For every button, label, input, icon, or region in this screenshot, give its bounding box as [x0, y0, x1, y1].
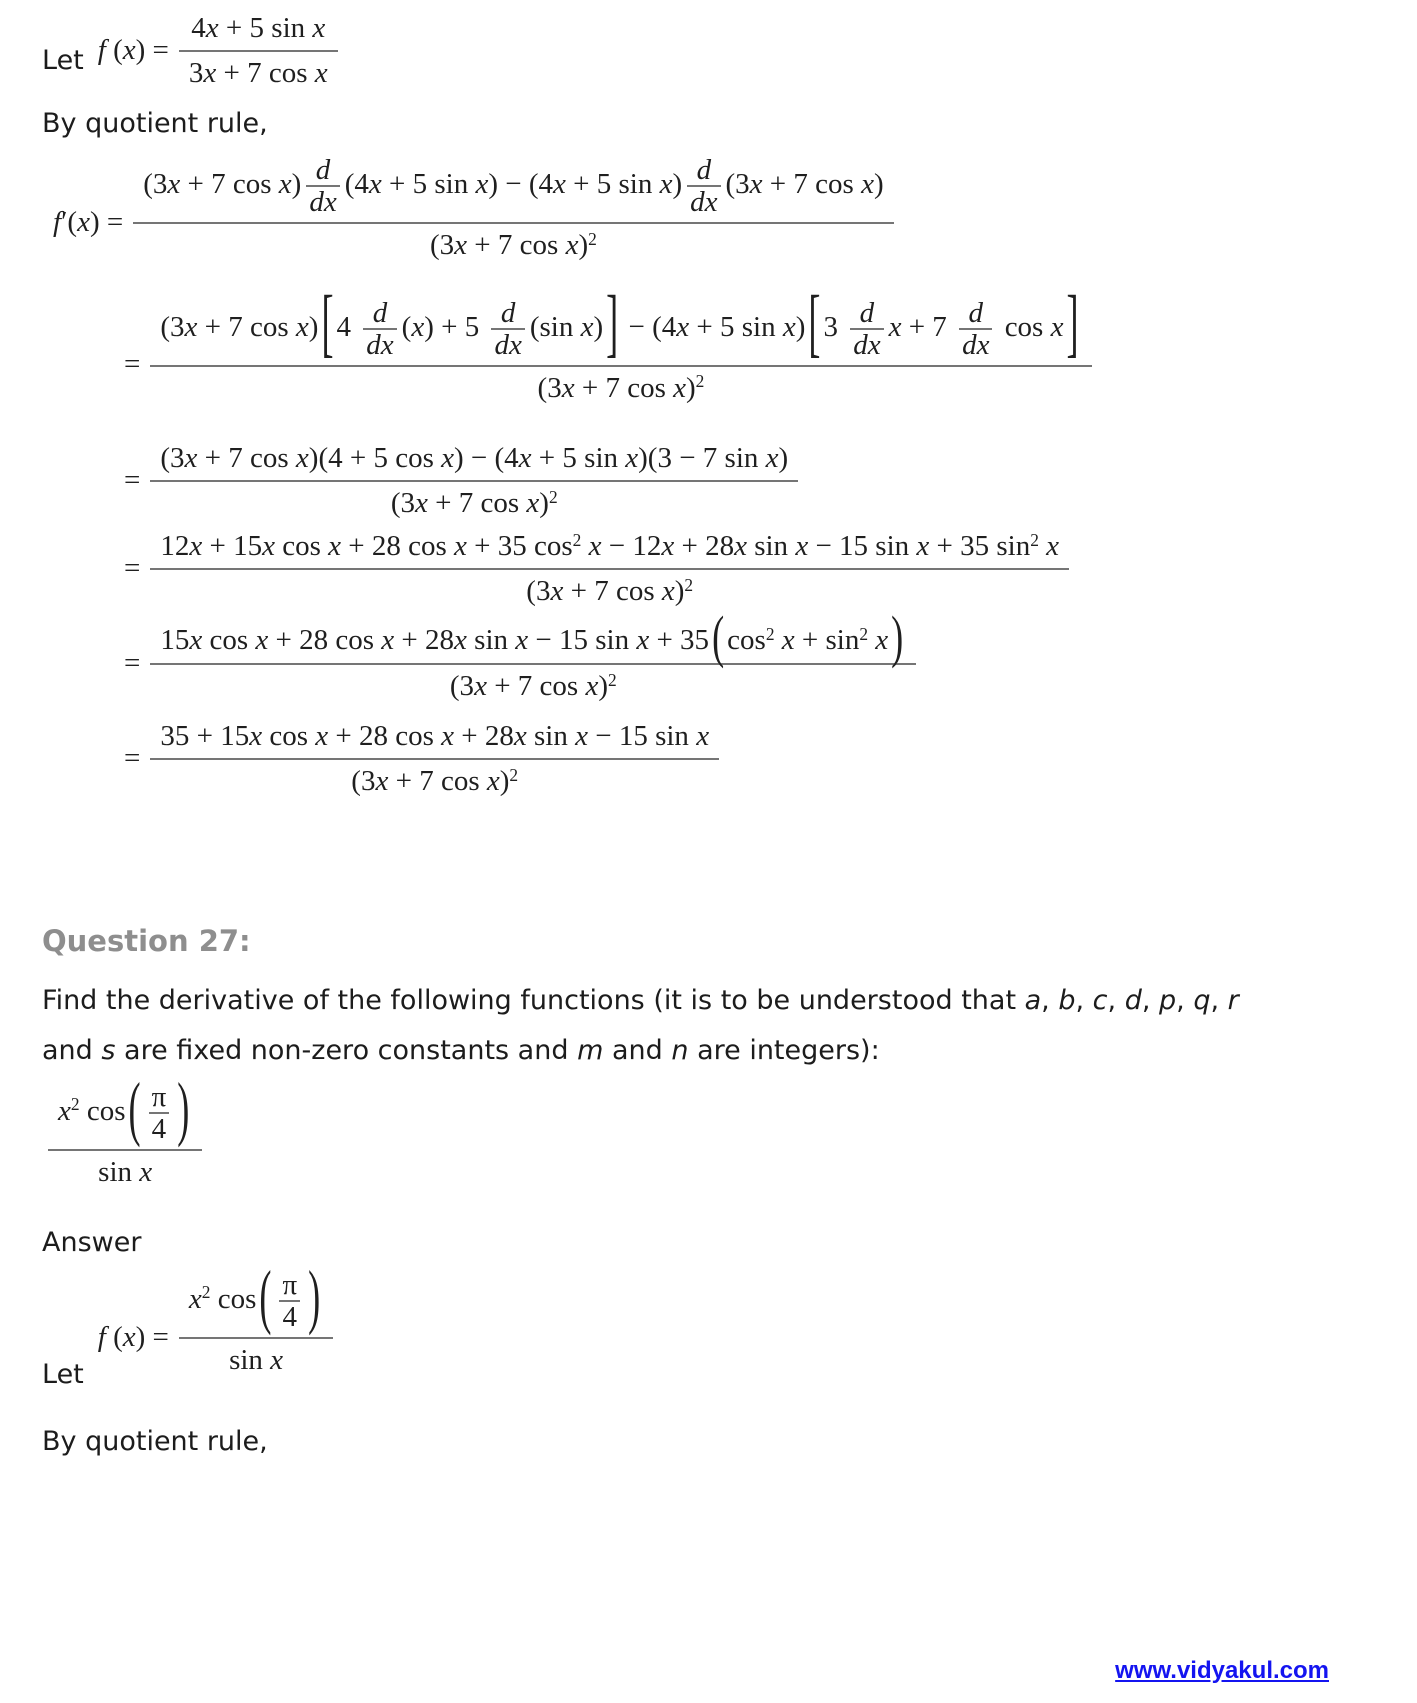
equation-step-4: [124, 528, 1069, 608]
fraction: [179, 1255, 333, 1405]
fraction-numerator: 4x + 5 sin x: [191, 12, 326, 44]
fraction-denominator: 3x + 7 cos x: [179, 50, 338, 90]
step-lhs: =: [124, 463, 141, 496]
let-label: Let: [42, 1359, 84, 1391]
fraction: [179, 10, 338, 90]
step-lhs: f′(x) =: [53, 205, 124, 238]
fraction-numerator: $x^2$ cos( $\frac{\pi}{4}$ ): [188, 1255, 321, 1336]
fraction-numerator: 35 + 15x cos x + 28 cos x + 28x sin x − 15 sin x: [160, 720, 710, 753]
fraction: [150, 528, 1069, 608]
fraction-denominator: (3x + 7 cos x)$^2$: [150, 758, 719, 798]
by-quotient-rule-text-2: By quotient rule,: [42, 1426, 268, 1458]
equation-step-3: [124, 440, 798, 520]
fx-lhs: f (x) =: [97, 1320, 169, 1353]
fraction-denominator: (3x + 7 cos x)$^2$: [150, 480, 798, 520]
question-heading: Question 27:: [42, 924, 251, 959]
by-quotient-rule-text: By quotient rule,: [42, 108, 268, 139]
fraction-denominator: (3x + 7 cos x)$^2$: [150, 663, 916, 703]
step-lhs: =: [124, 741, 141, 774]
fraction-denominator: (3x + 7 cos x)$^2$: [150, 365, 1091, 405]
fraction: [150, 281, 1091, 433]
fraction-denominator: (3x + 7 cos x)$^2$: [133, 222, 893, 262]
fraction: [150, 605, 916, 710]
equation-step-5: [124, 605, 916, 710]
fraction-numerator: (3x + 7 cos x)(4 + 5 cos x) − (4x + 5 sin x)(3 − 7 sin x): [160, 442, 789, 475]
fx-lhs: f (x) =: [97, 33, 169, 66]
fraction-numerator: (3x + 7 cos x) $\frac{d}{dx}$ (4x + 5 sin x) − (4x + 5 sin x) $\frac{d}{dx}$ (3x + 7 cos x): [143, 154, 884, 219]
fraction: [150, 718, 719, 798]
fraction-denominator: sin x: [48, 1149, 202, 1189]
step-lhs: =: [124, 646, 141, 679]
equation-step-1: [53, 155, 894, 290]
step-lhs: =: [124, 348, 141, 381]
fraction: [48, 1067, 202, 1217]
step-lhs: =: [124, 551, 141, 584]
fraction: [133, 155, 893, 290]
fraction-numerator: (3x + 7 cos x)[ 4 $\frac{d}{dx}$ (x) + 5 $\frac{d}{dx}$ (sin x)] − (4x + 5 sin x)[ 3 $\frac{d}{dx}$ x + 7 $\frac{d}{dx}$ cos x]: [160, 281, 1079, 366]
question-text: Find the derivative of the following functions (it is to be understood that a, b, c, d, p, q, r and s are fixed non-zero constants and m and n are integers):: [42, 985, 1239, 1067]
equation-step-2: [124, 281, 1092, 433]
fraction-numerator: $x^2$ cos( $\frac{\pi}{4}$ ): [58, 1067, 190, 1148]
equation-let-fx: [42, 10, 338, 90]
footer-link[interactable]: www.vidyakul.com: [1115, 1657, 1329, 1684]
answer-label: Answer: [42, 1226, 142, 1258]
equation-let-fx-2: [42, 1255, 333, 1405]
expression-x2-cos-pi4: [48, 1067, 202, 1217]
let-label: Let: [42, 45, 84, 76]
fraction-denominator: sin x: [179, 1337, 333, 1377]
fraction-denominator: (3x + 7 cos x)$^2$: [150, 568, 1069, 608]
equation-step-6: [124, 718, 719, 798]
fraction-numerator: 15x cos x + 28 cos x + 28x sin x − 15 sin x + 35( $\cos^2 x + \sin^2 x$): [160, 605, 904, 670]
fraction: [150, 440, 798, 520]
fraction-numerator: 12x + 15x cos x + 28 cos x + 35 $\cos^2 x - 12x + 28x$ sin x − 15 sin x + 35 $\sin^2 x$: [160, 529, 1060, 563]
